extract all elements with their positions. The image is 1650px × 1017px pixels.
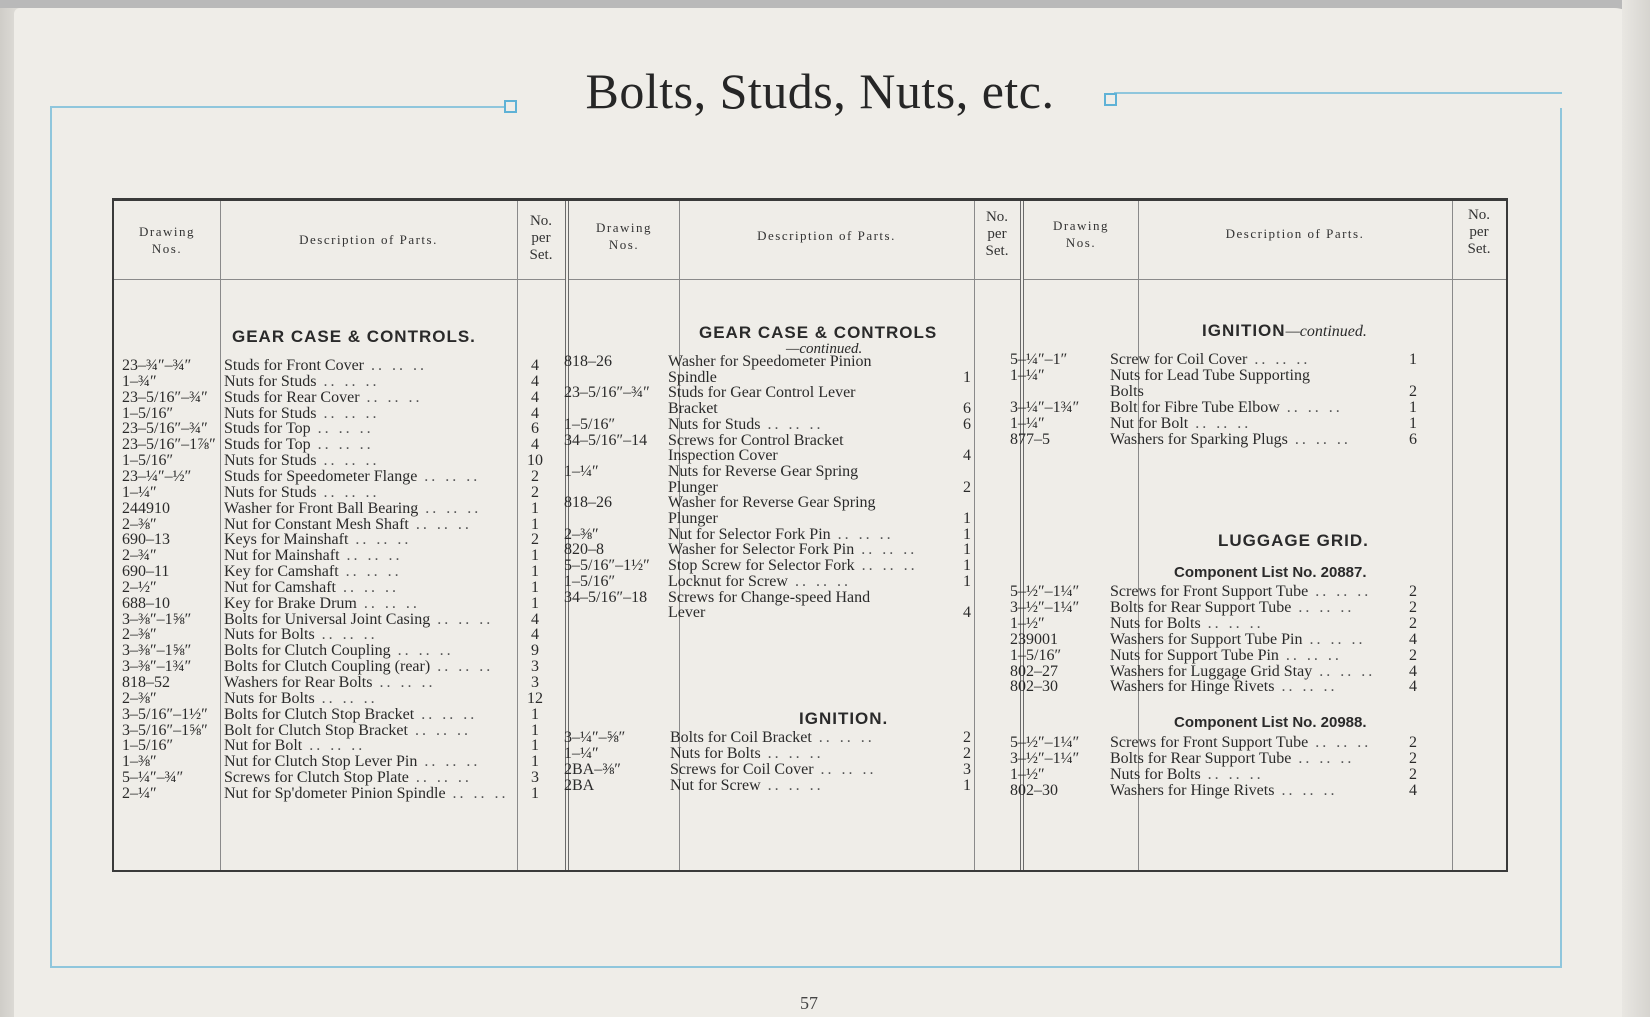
quantity-per-set: 3 xyxy=(531,769,539,787)
section-title: GEAR CASE & CONTROLS. xyxy=(232,327,476,346)
quantity-per-set: 6 xyxy=(963,400,971,418)
drawing-number: 2BA–⅜″ xyxy=(564,761,621,778)
quantity-per-set: 1 xyxy=(531,499,539,517)
drawing-number: 2–⅜″ xyxy=(122,515,157,533)
part-description: Studs for Gear Control Lever xyxy=(668,384,856,402)
part-description: Nut for Constant Mesh Shaft .. .. .. xyxy=(224,515,472,533)
quantity-per-set: 2 xyxy=(1409,765,1417,783)
leader-dots: .. .. .. xyxy=(760,745,824,762)
part-description: Washers for Hinge Rivets .. .. .. xyxy=(1110,678,1338,696)
drawing-number: 3–¼″–1¾″ xyxy=(1010,398,1080,416)
leader-dots: .. .. .. xyxy=(1200,765,1264,783)
header-description: Description of Parts. xyxy=(757,228,896,243)
leader-dots: .. .. .. xyxy=(359,388,423,406)
leader-dots: .. .. .. xyxy=(854,557,918,575)
part-description: Bolts for Rear Support Tube .. .. .. xyxy=(1110,598,1355,616)
drawing-number: 1–5/16″ xyxy=(122,404,174,422)
leader-dots: .. .. .. xyxy=(811,729,875,746)
part-description: Studs for Top .. .. .. xyxy=(224,420,374,438)
drawing-number: 2–¾″ xyxy=(122,547,157,565)
part-description: Bolts xyxy=(1110,382,1144,400)
drawing-number: 23–5/16″–¾″ xyxy=(122,388,208,406)
part-description: Nuts for Lead Tube Supporting xyxy=(1110,366,1310,384)
drawing-number: 3–½″–1¼″ xyxy=(1010,749,1080,767)
quantity-per-set: 4 xyxy=(1409,662,1417,680)
quantity-per-set: 2 xyxy=(1409,749,1417,767)
quantity-per-set: 2 xyxy=(1409,734,1417,751)
drawing-number: 2BA xyxy=(564,777,595,794)
part-description: Nuts for Studs .. .. .. xyxy=(224,452,380,470)
component-list-title: Component List No. 20988. xyxy=(1174,714,1367,731)
quantity-per-set: 4 xyxy=(531,388,539,406)
part-description: Studs for Top .. .. .. xyxy=(224,436,374,454)
part-description: Nuts for Studs .. .. .. xyxy=(224,483,380,501)
section-continued: —continued. xyxy=(786,341,863,357)
frame-rule-right xyxy=(1114,92,1562,94)
drawing-number: 34–5/16″–18 xyxy=(564,588,648,606)
component-list-title: Component List No. 20887. xyxy=(1174,564,1367,581)
leader-dots: .. .. .. xyxy=(813,761,877,778)
quantity-per-set: 2 xyxy=(1409,598,1417,616)
parts-table xyxy=(112,198,1508,872)
quantity-per-set: 1 xyxy=(531,563,539,581)
frame-ornament-left xyxy=(504,100,517,113)
part-description: Washer for Speedometer Pinion xyxy=(668,353,872,370)
part-description: Nuts for Studs .. .. .. xyxy=(224,404,380,422)
leader-dots: .. .. .. xyxy=(339,547,403,565)
part-description: Stop Screw for Selector Fork .. .. .. xyxy=(668,557,918,575)
drawing-number: 1–5/16″ xyxy=(1010,646,1062,664)
quantity-per-set: 2 xyxy=(531,531,539,549)
part-description: Screws for Coil Cover .. .. .. xyxy=(670,761,877,778)
drawing-number: 23–5/16″–¾″ xyxy=(122,420,208,438)
leader-dots: .. .. .. xyxy=(1312,662,1376,680)
quantity-per-set: 4 xyxy=(531,626,539,644)
leader-dots: .. .. .. xyxy=(302,737,366,755)
part-description: Key for Camshaft .. .. .. xyxy=(224,563,402,581)
quantity-per-set: 3 xyxy=(531,674,539,691)
part-description: Bolts for Clutch Stop Bracket .. .. .. xyxy=(224,705,478,723)
header-no-per-set: No. per Set. xyxy=(529,213,553,263)
part-description: Nut for Camshaft .. .. .. xyxy=(224,578,399,596)
quantity-per-set: 1 xyxy=(531,721,539,739)
drawing-number: 1–5/16″ xyxy=(122,737,174,755)
part-description: Screw for Coil Cover .. .. .. xyxy=(1110,351,1311,368)
drawing-number: 23–5/16″–¾″ xyxy=(564,384,650,402)
drawing-number: 1–5/16″ xyxy=(122,452,174,470)
section-title: IGNITION—continued. xyxy=(1202,321,1367,340)
leader-dots: .. .. .. xyxy=(348,531,412,549)
part-description: Nuts for Support Tube Pin .. .. .. xyxy=(1110,646,1342,664)
part-description: Screws for Control Bracket xyxy=(668,431,844,449)
leader-dots: .. .. .. xyxy=(1291,598,1355,616)
quantity-per-set: 1 xyxy=(531,515,539,533)
part-description: Bracket xyxy=(668,400,718,418)
drawing-number: 1–¼″ xyxy=(1010,414,1045,432)
drawing-number: 818–52 xyxy=(122,674,170,691)
drawing-number: 877–5 xyxy=(1010,430,1050,448)
drawing-number: 3–½″–1¼″ xyxy=(1010,598,1080,616)
drawing-number: 1–¼″ xyxy=(1010,366,1045,384)
quantity-per-set: 4 xyxy=(531,372,539,390)
part-description: Screws for Front Support Tube .. .. .. xyxy=(1110,583,1372,600)
part-description: Bolts for Universal Joint Casing .. .. .. xyxy=(224,610,494,628)
leader-dots: .. .. .. xyxy=(364,357,427,374)
quantity-per-set: 2 xyxy=(963,729,971,746)
quantity-per-set: 4 xyxy=(963,604,971,622)
section-title: LUGGAGE GRID. xyxy=(1218,531,1369,550)
drawing-number: 5–¼″–¾″ xyxy=(122,769,184,787)
drawing-number: 1–¾″ xyxy=(122,372,157,390)
frame-rule-left xyxy=(50,106,508,108)
drawing-number: 2–½″ xyxy=(122,578,157,596)
col-divider xyxy=(220,201,221,870)
leader-dots: .. .. .. xyxy=(408,515,472,533)
quantity-per-set: 1 xyxy=(531,594,539,612)
part-description: Plunger xyxy=(668,478,718,496)
quantity-per-set: 3 xyxy=(963,761,971,778)
leader-dots: .. .. .. xyxy=(445,784,509,802)
quantity-per-set: 1 xyxy=(1409,351,1417,368)
leader-dots: .. .. .. xyxy=(1188,414,1252,432)
leader-dots: .. .. .. xyxy=(314,689,378,707)
leader-dots: .. .. .. xyxy=(407,721,471,739)
drawing-number: 23–¾″–¾″ xyxy=(122,357,192,374)
drawing-number: 2–¼″ xyxy=(122,784,157,802)
drawing-number: 1–¼″ xyxy=(122,483,157,501)
quantity-per-set: 2 xyxy=(963,745,971,762)
drawing-number: 2–⅜″ xyxy=(122,689,157,707)
part-description: Studs for Speedometer Flange .. .. .. xyxy=(224,467,481,485)
part-description: Lever xyxy=(668,604,706,622)
quantity-per-set: 2 xyxy=(1409,382,1417,400)
part-description: Nuts for Bolts .. .. .. xyxy=(1110,614,1264,632)
part-description: Washers for Sparking Plugs .. .. .. xyxy=(1110,430,1351,448)
leader-dots: .. .. .. xyxy=(1247,351,1311,368)
drawing-number: 818–26 xyxy=(564,353,612,370)
part-description: Nut for Selector Fork Pin .. .. .. xyxy=(668,525,894,543)
header-rule xyxy=(1024,279,1506,280)
leader-dots: .. .. .. xyxy=(1287,430,1351,448)
drawing-number: 23–5/16″–1⅞″ xyxy=(122,436,216,454)
part-description: Washers for Hinge Rivets .. .. .. xyxy=(1110,781,1338,799)
drawing-number: 34–5/16″–14 xyxy=(564,431,648,449)
quantity-per-set: 1 xyxy=(963,557,971,575)
leader-dots: .. .. .. xyxy=(310,420,374,438)
quantity-per-set: 4 xyxy=(963,447,971,465)
part-description: Bolts for Clutch Coupling .. .. .. xyxy=(224,642,454,660)
part-description: Nuts for Bolts .. .. .. xyxy=(224,626,378,644)
leader-dots: .. .. .. xyxy=(316,483,380,501)
leader-dots: .. .. .. xyxy=(390,642,454,660)
quantity-per-set: 2 xyxy=(1409,646,1417,664)
drawing-number: 1–½″ xyxy=(1010,765,1045,783)
quantity-per-set: 6 xyxy=(963,415,971,433)
part-description: Washers for Support Tube Pin .. .. .. xyxy=(1110,630,1366,648)
leader-dots: .. .. .. xyxy=(430,610,494,628)
leader-dots: .. .. .. xyxy=(760,415,824,433)
part-description: Nut for Bolt .. .. .. xyxy=(1110,414,1252,432)
leader-dots: .. .. .. xyxy=(854,541,918,559)
col-divider xyxy=(1452,201,1453,870)
drawing-number: 3–⅜″–1⅝″ xyxy=(122,610,192,628)
page-number: 57 xyxy=(800,993,818,1013)
leader-dots: .. .. .. xyxy=(760,777,824,794)
leader-dots: .. .. .. xyxy=(316,372,380,390)
quantity-per-set: 1 xyxy=(963,777,971,794)
quantity-per-set: 4 xyxy=(531,357,539,374)
drawing-number: 239001 xyxy=(1010,630,1058,648)
drawing-number: 5–½″–1¼″ xyxy=(1010,583,1080,600)
quantity-per-set: 1 xyxy=(531,784,539,802)
leader-dots: .. .. .. xyxy=(787,572,851,590)
header-no-per-set: No. per Set. xyxy=(1467,207,1491,257)
header-description: Description of Parts. xyxy=(1225,226,1365,241)
leader-dots: .. .. .. xyxy=(356,594,420,612)
part-description: Nuts for Studs .. .. .. xyxy=(224,372,380,390)
drawing-number: 1–¼″ xyxy=(564,745,599,762)
drawing-number: 802–30 xyxy=(1010,678,1058,696)
leader-dots: .. .. .. xyxy=(335,578,399,596)
quantity-per-set: 1 xyxy=(963,510,971,527)
part-description: Bolts for Clutch Coupling (rear) .. .. .. xyxy=(224,658,494,676)
drawing-number: 1–5/16″ xyxy=(564,572,616,590)
header-no-per-set: No. per Set. xyxy=(985,209,1009,259)
quantity-per-set: 2 xyxy=(531,483,539,501)
quantity-per-set: 6 xyxy=(531,420,539,438)
part-description: Washers for Luggage Grid Stay .. .. .. xyxy=(1110,662,1376,680)
part-description: Studs for Rear Cover .. .. .. xyxy=(224,388,423,406)
part-description: Bolt for Clutch Stop Bracket .. .. .. xyxy=(224,721,471,739)
leader-dots: .. .. .. xyxy=(414,705,478,723)
leader-dots: .. .. .. xyxy=(1200,614,1264,632)
header-drawing-nos: Drawing Nos. xyxy=(1053,218,1109,250)
quantity-per-set: 1 xyxy=(531,737,539,755)
quantity-per-set: 4 xyxy=(531,404,539,422)
page-title: Bolts, Studs, Nuts, etc. xyxy=(585,63,1055,119)
part-description: Keys for Mainshaft .. .. .. xyxy=(224,531,412,549)
part-description: Nuts for Reverse Gear Spring xyxy=(668,462,859,480)
part-description: Nuts for Studs .. .. .. xyxy=(668,415,824,433)
part-description: Bolts for Coil Bracket .. .. .. xyxy=(670,729,875,746)
quantity-per-set: 10 xyxy=(527,452,543,470)
section-title: IGNITION. xyxy=(799,709,889,728)
drawing-number: 688–10 xyxy=(122,594,170,612)
drawing-number: 23–¼″–½″ xyxy=(122,467,192,485)
page-edge xyxy=(1622,0,1650,1017)
part-description: Nut for Mainshaft .. .. .. xyxy=(224,547,403,565)
part-description: Screws for Change-speed Hand xyxy=(668,588,871,606)
part-description: Washer for Selector Fork Pin .. .. .. xyxy=(668,541,918,559)
part-description: Nut for Bolt .. .. .. xyxy=(224,737,366,755)
quantity-per-set: 2 xyxy=(1409,614,1417,632)
leader-dots: .. .. .. xyxy=(1308,734,1372,751)
quantity-per-set: 4 xyxy=(1409,630,1417,648)
leader-dots: .. .. .. xyxy=(408,769,472,787)
header-rule xyxy=(114,279,565,280)
drawing-number: 2–⅜″ xyxy=(122,626,157,644)
leader-dots: .. .. .. xyxy=(316,404,380,422)
drawing-number: 2–⅜″ xyxy=(564,525,599,543)
leader-dots: .. .. .. xyxy=(417,467,481,485)
leader-dots: .. .. .. xyxy=(314,626,378,644)
part-description: Inspection Cover xyxy=(668,447,778,465)
part-description: Key for Brake Drum .. .. .. xyxy=(224,594,420,612)
leader-dots: .. .. .. xyxy=(830,525,894,543)
quantity-per-set: 1 xyxy=(1409,398,1417,416)
quantity-per-set: 1 xyxy=(531,753,539,771)
part-description: Nut for Sp'dometer Pinion Spindle .. .. .. xyxy=(224,784,509,802)
drawing-number: 3–5/16″–1½″ xyxy=(122,705,208,723)
drawing-number: 1–⅜″ xyxy=(122,753,157,771)
drawing-number: 3–¼″–⅝″ xyxy=(564,729,626,746)
part-description: Spindle xyxy=(668,368,717,386)
part-description: Nuts for Bolts .. .. .. xyxy=(1110,765,1264,783)
part-description: Nuts for Bolts .. .. .. xyxy=(670,745,824,762)
header-description: Description of Parts. xyxy=(299,232,438,247)
drawing-number: 690–11 xyxy=(122,563,170,581)
leader-dots: .. .. .. xyxy=(1278,646,1342,664)
col-divider xyxy=(517,201,518,870)
drawing-number: 5–½″–1¼″ xyxy=(1010,734,1080,751)
quantity-per-set: 2 xyxy=(1409,583,1417,600)
leader-dots: .. .. .. xyxy=(338,563,402,581)
part-description: Washer for Front Ball Bearing .. .. .. xyxy=(224,499,482,517)
part-description: Screws for Clutch Stop Plate .. .. .. xyxy=(224,769,472,787)
quantity-per-set: 1 xyxy=(963,572,971,590)
quantity-per-set: 4 xyxy=(1409,781,1417,799)
quantity-per-set: 1 xyxy=(531,705,539,723)
quantity-per-set: 12 xyxy=(527,689,543,707)
leader-dots: .. .. .. xyxy=(430,658,494,676)
part-description: Screws for Front Support Tube .. .. .. xyxy=(1110,734,1372,751)
leader-dots: .. .. .. xyxy=(316,452,380,470)
quantity-per-set: 2 xyxy=(531,467,539,485)
drawing-number: 1–5/16″ xyxy=(564,415,616,433)
part-description: Washers for Rear Bolts .. .. .. xyxy=(224,674,436,691)
drawing-number: 3–⅜″–1¾″ xyxy=(122,658,192,676)
quantity-per-set: 1 xyxy=(963,525,971,543)
part-description: Washer for Reverse Gear Spring xyxy=(668,494,876,512)
drawing-number: 820–8 xyxy=(564,541,604,559)
drawing-number: 5–¼″–1″ xyxy=(1010,351,1068,368)
section-title: GEAR CASE & CONTROLS xyxy=(699,323,938,342)
quantity-per-set: 1 xyxy=(963,541,971,559)
drawing-number: 5–5/16″–1½″ xyxy=(564,557,650,575)
quantity-per-set: 1 xyxy=(531,578,539,596)
drawing-number: 818–26 xyxy=(564,494,612,512)
leader-dots: .. .. .. xyxy=(310,436,374,454)
quantity-per-set: 1 xyxy=(531,547,539,565)
drawing-number: 3–⅜″–1⅝″ xyxy=(122,642,192,660)
quantity-per-set: 4 xyxy=(531,436,539,454)
part-description: Nut for Screw .. .. .. xyxy=(670,777,824,794)
header-rule xyxy=(569,279,1020,280)
leader-dots: .. .. .. xyxy=(1279,398,1343,416)
leader-dots: .. .. .. xyxy=(372,674,436,691)
quantity-per-set: 6 xyxy=(1409,430,1417,448)
quantity-per-set: 4 xyxy=(531,610,539,628)
leader-dots: .. .. .. xyxy=(1302,630,1366,648)
leader-dots: .. .. .. xyxy=(1274,678,1338,696)
part-description: Locknut for Screw .. .. .. xyxy=(668,572,851,590)
drawing-number: 244910 xyxy=(122,499,170,517)
quantity-per-set: 9 xyxy=(531,642,539,660)
quantity-per-set: 3 xyxy=(531,658,539,676)
quantity-per-set: 1 xyxy=(963,368,971,386)
drawing-number: 690–13 xyxy=(122,531,170,549)
part-description: Nuts for Bolts .. .. .. xyxy=(224,689,378,707)
part-description: Plunger xyxy=(668,510,718,527)
leader-dots: .. .. .. xyxy=(418,499,482,517)
leader-dots: .. .. .. xyxy=(417,753,481,771)
leader-dots: .. .. .. xyxy=(1274,781,1338,799)
leader-dots: .. .. .. xyxy=(1308,583,1372,600)
part-description: Bolts for Rear Support Tube .. .. .. xyxy=(1110,749,1355,767)
leader-dots: .. .. .. xyxy=(1291,749,1355,767)
drawing-number: 802–27 xyxy=(1010,662,1058,680)
drawing-number: 3–5/16″–1⅝″ xyxy=(122,721,208,739)
drawing-number: 1–½″ xyxy=(1010,614,1045,632)
header-drawing-nos: Drawing Nos. xyxy=(139,224,195,256)
part-description: Studs for Front Cover .. .. .. xyxy=(224,357,427,374)
quantity-per-set: 4 xyxy=(1409,678,1417,696)
part-description: Bolt for Fibre Tube Elbow .. .. .. xyxy=(1110,398,1343,416)
drawing-number: 1–¼″ xyxy=(564,462,599,480)
drawing-number: 802–30 xyxy=(1010,781,1058,799)
quantity-per-set: 2 xyxy=(963,478,971,496)
header-drawing-nos: Drawing Nos. xyxy=(596,220,652,252)
part-description: Nut for Clutch Stop Lever Pin .. .. .. xyxy=(224,753,481,771)
quantity-per-set: 1 xyxy=(1409,414,1417,432)
